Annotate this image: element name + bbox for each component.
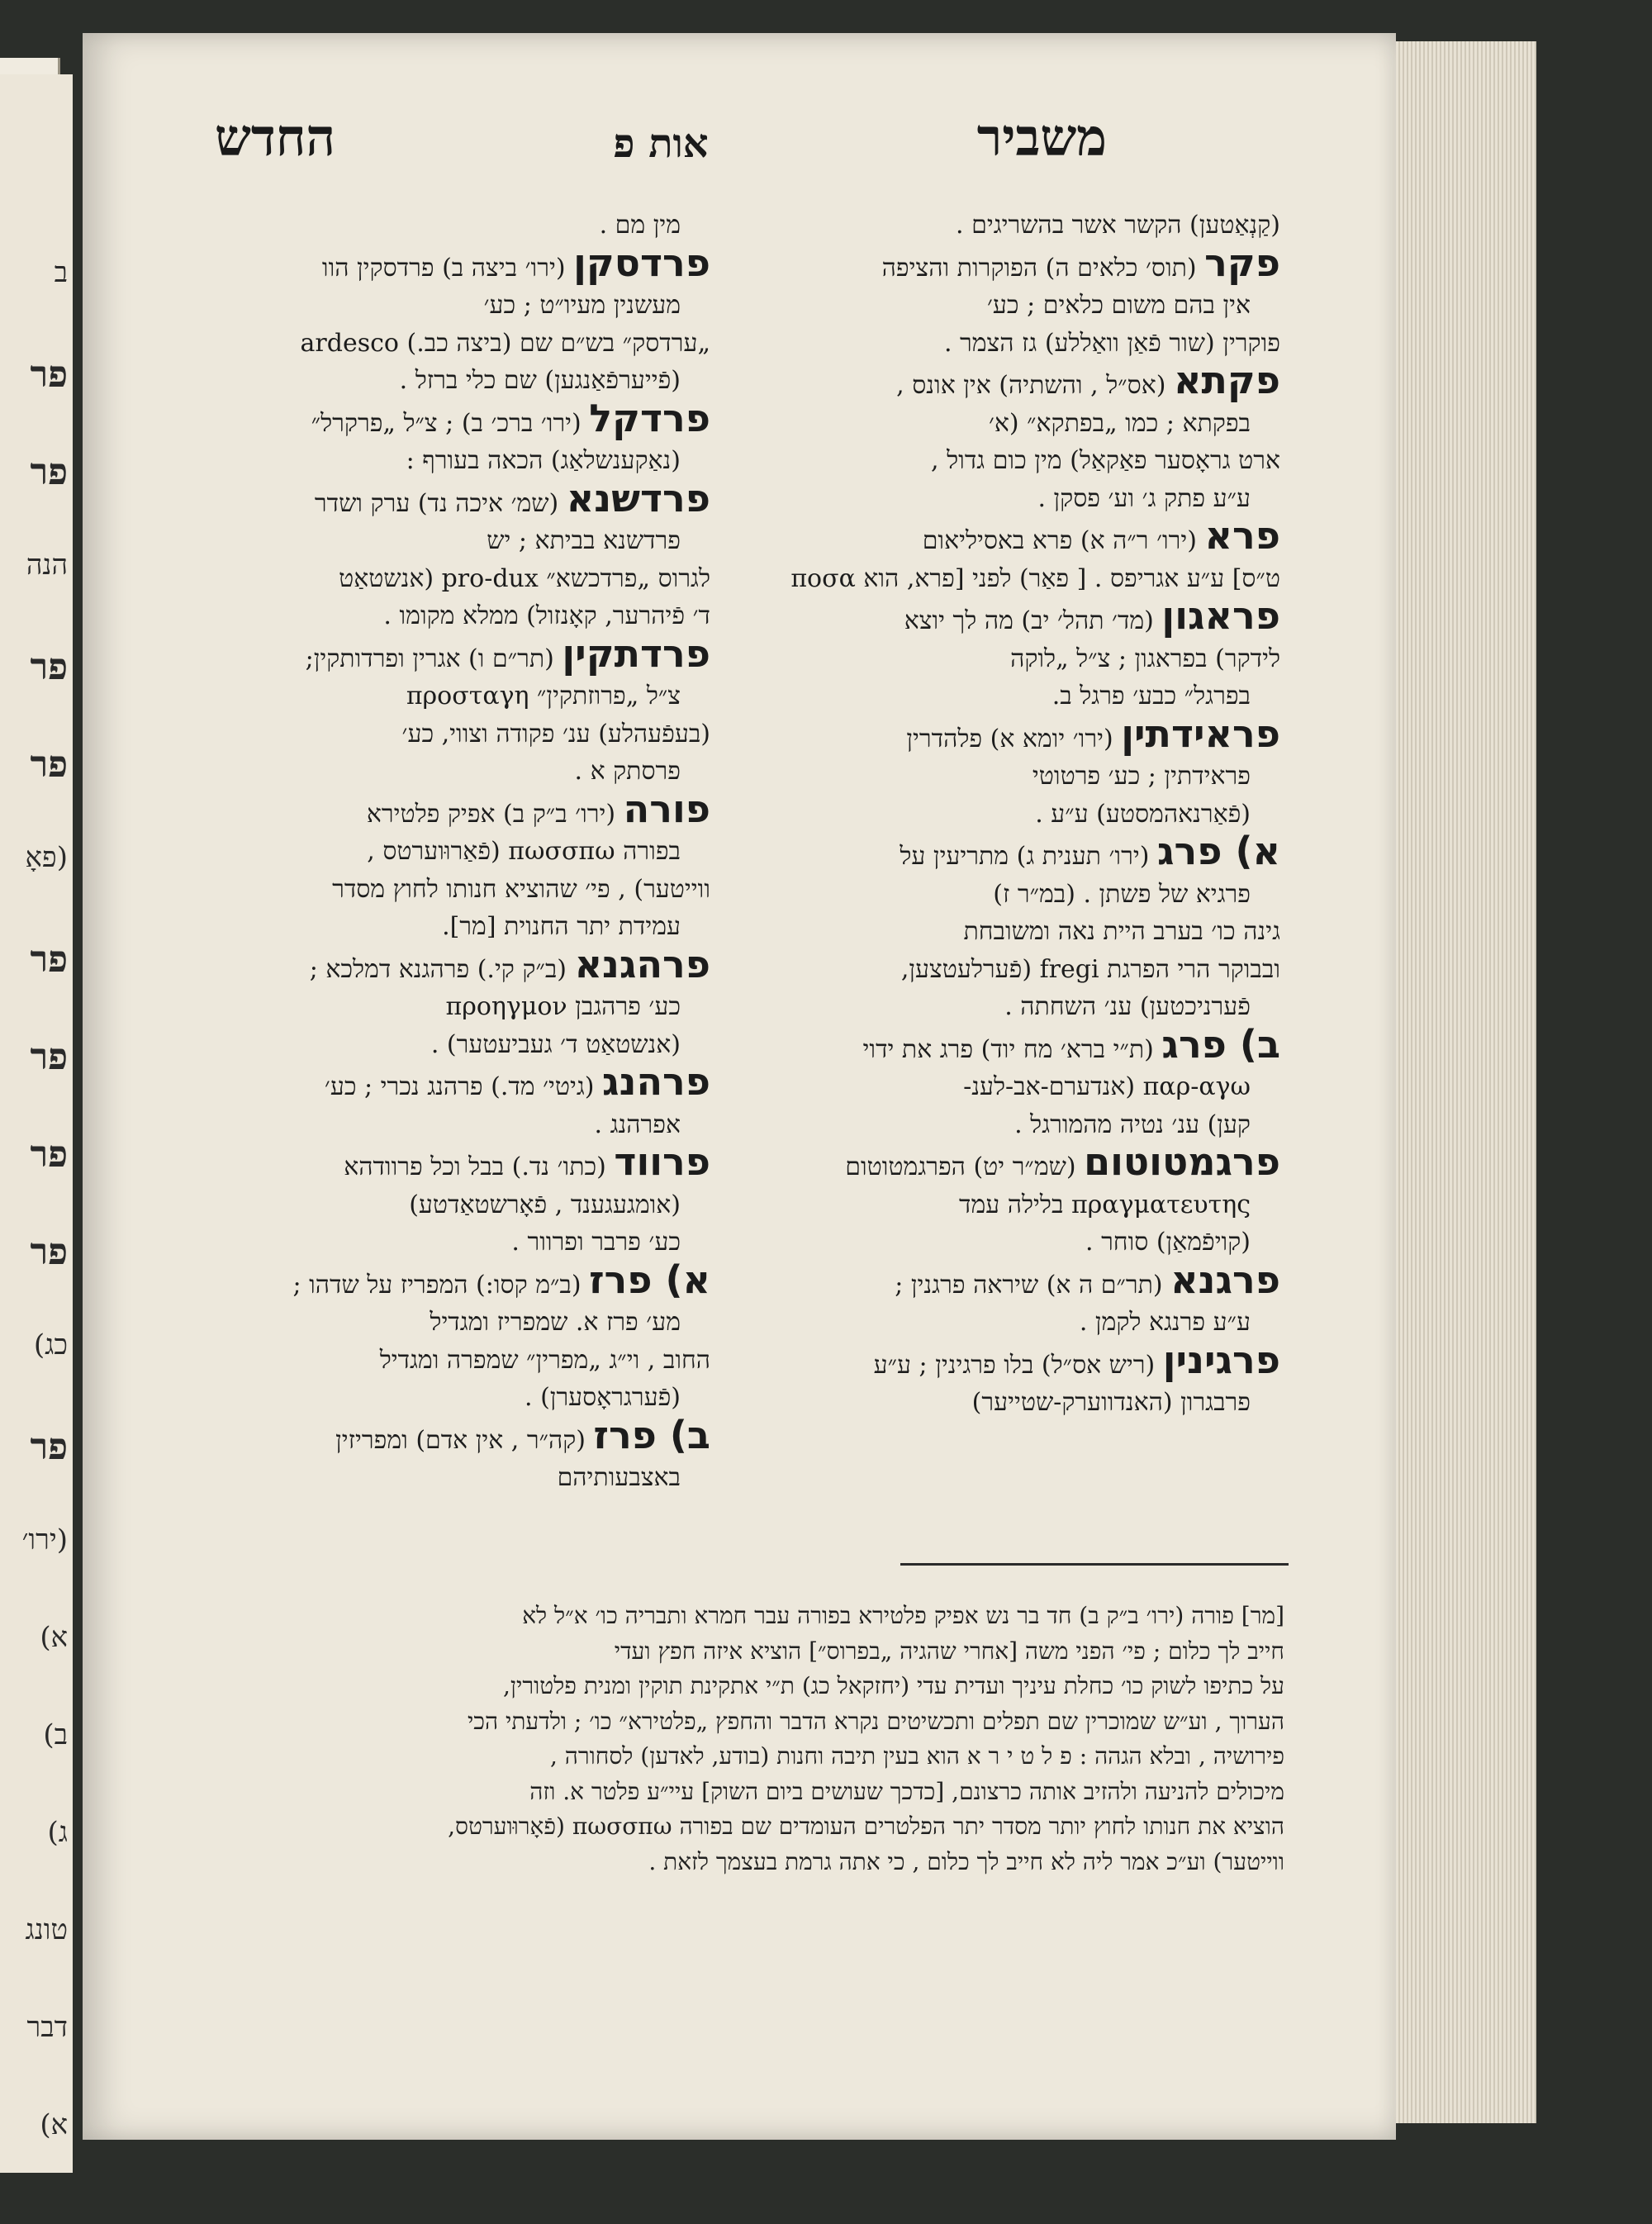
left-column-line [173,677,710,715]
right-column-line [743,207,1280,245]
entry-text: (קה״ר , אין אדם) ומפריזין [335,1425,586,1455]
entry-text: (גיטי׳ מד.) פרהנג נכרי ; כע׳ [324,1072,595,1101]
entry-text: (ירו׳ יומא א) פלהדרין [906,724,1113,753]
entry-text: מעשנין מעיו״ט ; כע׳ [483,291,681,320]
footnote-rule [900,1563,1289,1566]
entry-text: קען) ענ׳ נטיה מהמורגל . [1014,1110,1251,1139]
right-column-line [743,1106,1280,1144]
entry-text: (קויפֿמאַן) סוחר . [1085,1228,1251,1257]
entry-text: פרסתק א . [574,757,681,786]
left-column-line [173,871,710,909]
right-column-line [743,560,1280,598]
right-column-line [743,1186,1280,1224]
entry-text: παρ-αγω (אנדערם-אב-לענ- [963,1072,1251,1101]
left-column-line [173,400,710,443]
entry-text: (ירו׳ ר״ה א) פרא באסיליאום [922,526,1197,555]
entry-text: (תר״ם ה א) שיראה פרגנין ; [895,1270,1163,1300]
facing-page-fragment: פר [30,744,68,786]
entry-headword: פרא [1204,517,1280,558]
entry-headword: ב) פרג [1161,1025,1280,1067]
entry-headword: פרגנא [1170,1261,1280,1302]
left-column-line [173,791,710,834]
entry-text: (תר״ם ו) אגרין ופרדותקין; [305,644,554,673]
right-column-line [743,833,1280,876]
left-column-line [173,1186,710,1224]
entry-headword: ב) פרז [593,1416,710,1457]
entry-headword: פראידתין [1121,715,1280,756]
footnote-line: פירושיה , ובלא הגהה : פ ל ט י ר א הוא בעין תיבה וחנות (בודע, לאדען) לסחורה , [549,1742,1284,1770]
entry-text: „ערדסק״ בש״ם שם (ביצה כב.) ardesco [300,328,710,358]
entry-text: (אומגעגענד , פֿאָרשטאַדטע) [409,1190,681,1219]
header-right-word: משביר [976,107,1107,168]
entry-text: פרגיא של פשתן . (במ״ר ז) [993,879,1251,909]
facing-page-fragment: טונג [25,1913,68,1946]
right-column-line [743,913,1280,951]
entry-text: (אנשטאַט ד׳ געביעטער) . [430,1029,681,1059]
entry-text: ט״ס] ע״ע אגריפס . [ פאַר) לפני [פרא, הוא ποσα [790,563,1280,593]
entry-text: פראידתין ; כע׳ פרטוטי [1032,762,1251,791]
facing-page-fragment: פר [30,1231,68,1273]
entry-headword: פראגון [1161,597,1280,638]
left-column-line [173,946,710,989]
left-column-line [173,207,710,245]
entry-text: (מד׳ תהל׳ יב) מה לך יוצא [904,606,1154,635]
entry-headword: א) פרג [1156,833,1280,873]
facing-page-fragment: הנה [26,549,68,582]
left-column-line [173,988,710,1026]
right-column-line [743,796,1280,834]
left-column-line [173,1026,710,1064]
right-column-line [743,1068,1280,1106]
facing-page-fragment: פר [30,1426,68,1468]
entry-headword: פרהנג [602,1063,710,1104]
facing-page-fragment: ב) [43,1718,68,1751]
entry-text: (ירו׳ ברכ׳ ב) ; צ״ל „פרקרל״ [311,408,582,438]
entry-text: ד׳ פֿיהרער, קאָנזול) ממלא מקומו . [383,601,710,630]
entry-text: ע״ע פתק ג׳ וע׳ פסקן . [1037,483,1251,513]
entry-headword: פקר [1204,244,1280,285]
left-column-line [173,635,710,678]
facing-page-fragment: (פאָ [25,841,68,874]
entry-text: בפרגל״ כבע׳ פרגל ב. [1051,682,1251,710]
entry-text: מין מם . [599,211,681,240]
left-column-line [173,442,710,480]
entry-headword: פרהגנא [574,945,710,986]
entry-text: ארט גראָסער פאַקאַל) מין כום גדול , [931,446,1280,475]
entry-text: ווייטער) , פי׳ שהוציא חנותו לחוץ מסדר [332,874,710,904]
left-column-line [173,1224,710,1262]
entry-text: לגרוס „פרדכשא״ pro-dux (אנשטאַט [339,563,710,593]
right-column-line [743,287,1280,325]
entry-text: באצבעותיהם [557,1463,681,1492]
entry-text: כע׳ פרבר ופרוור . [511,1228,681,1257]
facing-page-fragment: א) [40,2108,68,2141]
entry-text: πραγματευτης בלילה עמד [959,1190,1251,1219]
entry-headword: פרדסקן [573,244,710,285]
facing-page-fragment: כג) [33,1328,68,1361]
entry-headword: פרגמטוטום [1084,1143,1280,1184]
right-column-line [743,362,1280,405]
entry-text: מע׳ פרז א. שמפריז ומגדיל [430,1308,681,1337]
right-column-line [743,1342,1280,1385]
entry-headword: פרדקל [589,399,710,440]
left-column-line [173,597,710,635]
footnote-line: הערוך , וע״ש שמוכרין שם תפלים ותכשיטים נקרא הדבר והחפץ „פלטירא״ כו׳ ; ולדעתי הכי [467,1707,1284,1735]
entry-text: בפורה πωσσπω (פֿאַרוּוערטס , [367,837,681,866]
right-column-line [743,1384,1280,1422]
entry-text: (פֿערגראָסערן) . [525,1383,681,1412]
right-column-line [743,1143,1280,1186]
facing-page-fragment: ג) [47,1816,68,1849]
entry-text: ע״ע פרנגא לקמן . [1079,1308,1251,1337]
footnote [145,1599,1284,1879]
facing-page-fragment: פר [30,939,68,981]
entry-text: פוקרין (שור פֿאַן וואַללע) גז הצמר . [943,328,1280,358]
left-column [173,207,710,1497]
footnote-line: על כתיפו לשוק כו׳ כחלת עיניך ועדית עדי (יחזקאל כג) ת״י אתקינת תוקין ומנית פלטורין, [502,1672,1284,1699]
right-column-line [743,480,1280,518]
entry-text: (בעפֿעהלע) ענ׳ פקודה וצווי, כע׳ [401,719,710,748]
right-column-line [743,758,1280,796]
header-left-word: החדש [215,107,336,168]
left-column-line [173,1342,710,1380]
left-column-line [173,1304,710,1342]
left-column-line [173,1459,710,1497]
right-column-line [743,405,1280,443]
footnote-line: ווייטער) וע״כ אמר ליה לא חייב לך כלום , כי אתה גרמת בעצמך לזאת . [648,1847,1284,1875]
left-column-line [173,1379,710,1417]
left-column-line [173,753,710,791]
right-column-line [743,517,1280,560]
entry-text: (שמ״ר יט) הפרגמטוטום [845,1152,1076,1181]
running-header [215,91,1107,182]
left-column-line [173,560,710,598]
entry-text: אין בהם משום כלאים ; כע׳ [986,291,1251,320]
right-column [743,207,1280,1422]
left-column-line [173,245,710,288]
entry-headword: פרגינין [1162,1341,1280,1382]
entry-text: (נאַקענשלאַג) הכאה בעורף : [406,446,681,475]
entry-text: גינה כו׳ בערב היית נאה ומשובחת [963,917,1280,946]
right-column-line [743,876,1280,914]
right-column-line [743,1026,1280,1069]
left-column-line [173,522,710,560]
entry-text: (שמ׳ איכה נד) ערק ושדר [314,488,559,518]
entry-text: (ירו׳ ב״ק ב) אפיק פלטירא [366,799,616,829]
entry-text: (ירו׳ ביצה ב) פרדסקין הוו [321,253,566,283]
right-column-line [743,245,1280,288]
entry-text: עמידת יתר החנוית [מר]. [442,912,681,941]
left-column-line [173,362,710,400]
right-column-line [743,597,1280,640]
entry-text: לידקר) בפראגון ; צ״ל „לוקה [1010,644,1280,673]
footnote-line: הוציא את חנותו לחוץ יותר מסדר יתר הפלטרים העומדים שם בפורה πωσσπω (פֿאָרוּוערטס, [448,1813,1284,1840]
entry-text: (אס״ל , והשתיה) אין אונס , [896,371,1166,400]
left-column-line [173,1417,710,1460]
facing-page-fragment: דבר [26,2011,68,2044]
facing-page-fragment: פר [30,451,68,493]
right-column-line [743,442,1280,480]
facing-page-fragment: ב [54,256,68,289]
entry-text: (ב״ק קי.) פרהגנא דמלכא ; [309,954,567,984]
entry-text: (פֿייערפֿאַנגען) שם כלי ברזל . [399,366,681,395]
facing-page-edge [0,74,73,2173]
entry-headword: א) פרז [589,1261,710,1302]
entry-text: כע׳ פרהגבן προηγμον [445,992,681,1021]
left-column-line [173,1143,710,1186]
left-column-line [173,287,710,325]
entry-text: בפקתא ; כמו „בפתקא״ (א׳ [988,408,1251,438]
entry-text: צ״ל „פרוזתקין״ προσταγη [406,682,681,710]
left-column-line [173,833,710,871]
right-column-line [743,951,1280,989]
header-section-letter: אות פ [613,121,709,167]
right-column-line [743,715,1280,758]
entry-text: (פֿאַרנאהמסטע) ע״ע . [1035,799,1251,829]
facing-page-fragment: פר [30,1133,68,1176]
entry-headword: פרדשנא [566,479,710,520]
left-column-line [173,480,710,523]
entry-text: (קַנְאַטען) הקשר אשר בהשריגים . [956,211,1280,240]
right-column-line [743,677,1280,715]
footnote-line: חייב לך כלום ; פי׳ הפני משה [אחרי שהגיה „בפרוס״] הוציא איזה חפץ ועדי [614,1637,1284,1665]
facing-page-fragment: פר [30,1036,68,1078]
right-column-line [743,640,1280,678]
entry-text: פֿערניכטען) ענ׳ השחתה . [1004,992,1251,1021]
entry-text: פרדשנא בביתא ; יש [487,526,681,555]
footnote-line: [מר] פורה (ירו׳ ב״ק ב) חד בר נש אפיק פלטירא בפורה עבר חמרא ותבריה כו׳ א״ל לא [522,1602,1284,1629]
left-column-line [173,715,710,753]
entry-headword: פרווד [614,1143,710,1184]
entry-text: פרבגרון (האנדווערק-שטייער) [971,1388,1251,1417]
entry-text: אפרהנג . [594,1110,681,1139]
entry-text: ובבוקר הרי הפרגת fregi (פֿערלעטצען, [900,954,1280,984]
left-column-line [173,1262,710,1304]
right-column-line [743,1304,1280,1342]
facing-page-fragment: א) [40,1621,68,1654]
page-edges [1396,41,1536,2123]
entry-headword: פורה [623,790,710,831]
right-column-line [743,325,1280,363]
left-column-line [173,1106,710,1144]
entry-text: (כתו׳ נד.) בבל וכל פרוודהא [344,1152,606,1181]
entry-text: (ב״מ קסו:) המפריז על שדהו ; [292,1270,582,1300]
facing-page-fragment: פר [30,354,68,396]
facing-page-fragment: פר [30,646,68,688]
entry-text: החוב , וי״ג „מפרין״ שמפרה ומגדיל [379,1345,710,1375]
entry-text: (ת״י ברא׳ מח יוד) פרג את ידוי [862,1034,1154,1064]
footnote-line: מיכולים להניעה ולהזיב אותה כרצונם, [כדכך שעושים ביום השוק] עיי״ע פלטר א. וזה [529,1777,1284,1805]
left-column-line [173,908,710,946]
entry-text: (ירו׳ תענית ג) מתריעין על [900,842,1150,871]
right-column-line [743,1262,1280,1304]
right-column-line [743,1224,1280,1262]
left-column-line [173,325,710,363]
entry-headword: פקתא [1173,362,1280,402]
entry-text: (ריש אס״ל) בלו פרגינין ; ע״ע [873,1350,1156,1380]
facing-page-fragment: (ירו׳ [21,1523,68,1556]
entry-text: (תוס׳ כלאים ה) הפוקרות והציפה [881,253,1197,283]
left-column-line [173,1063,710,1106]
entry-headword: פרדתקין [562,634,710,676]
right-column-line [743,988,1280,1026]
